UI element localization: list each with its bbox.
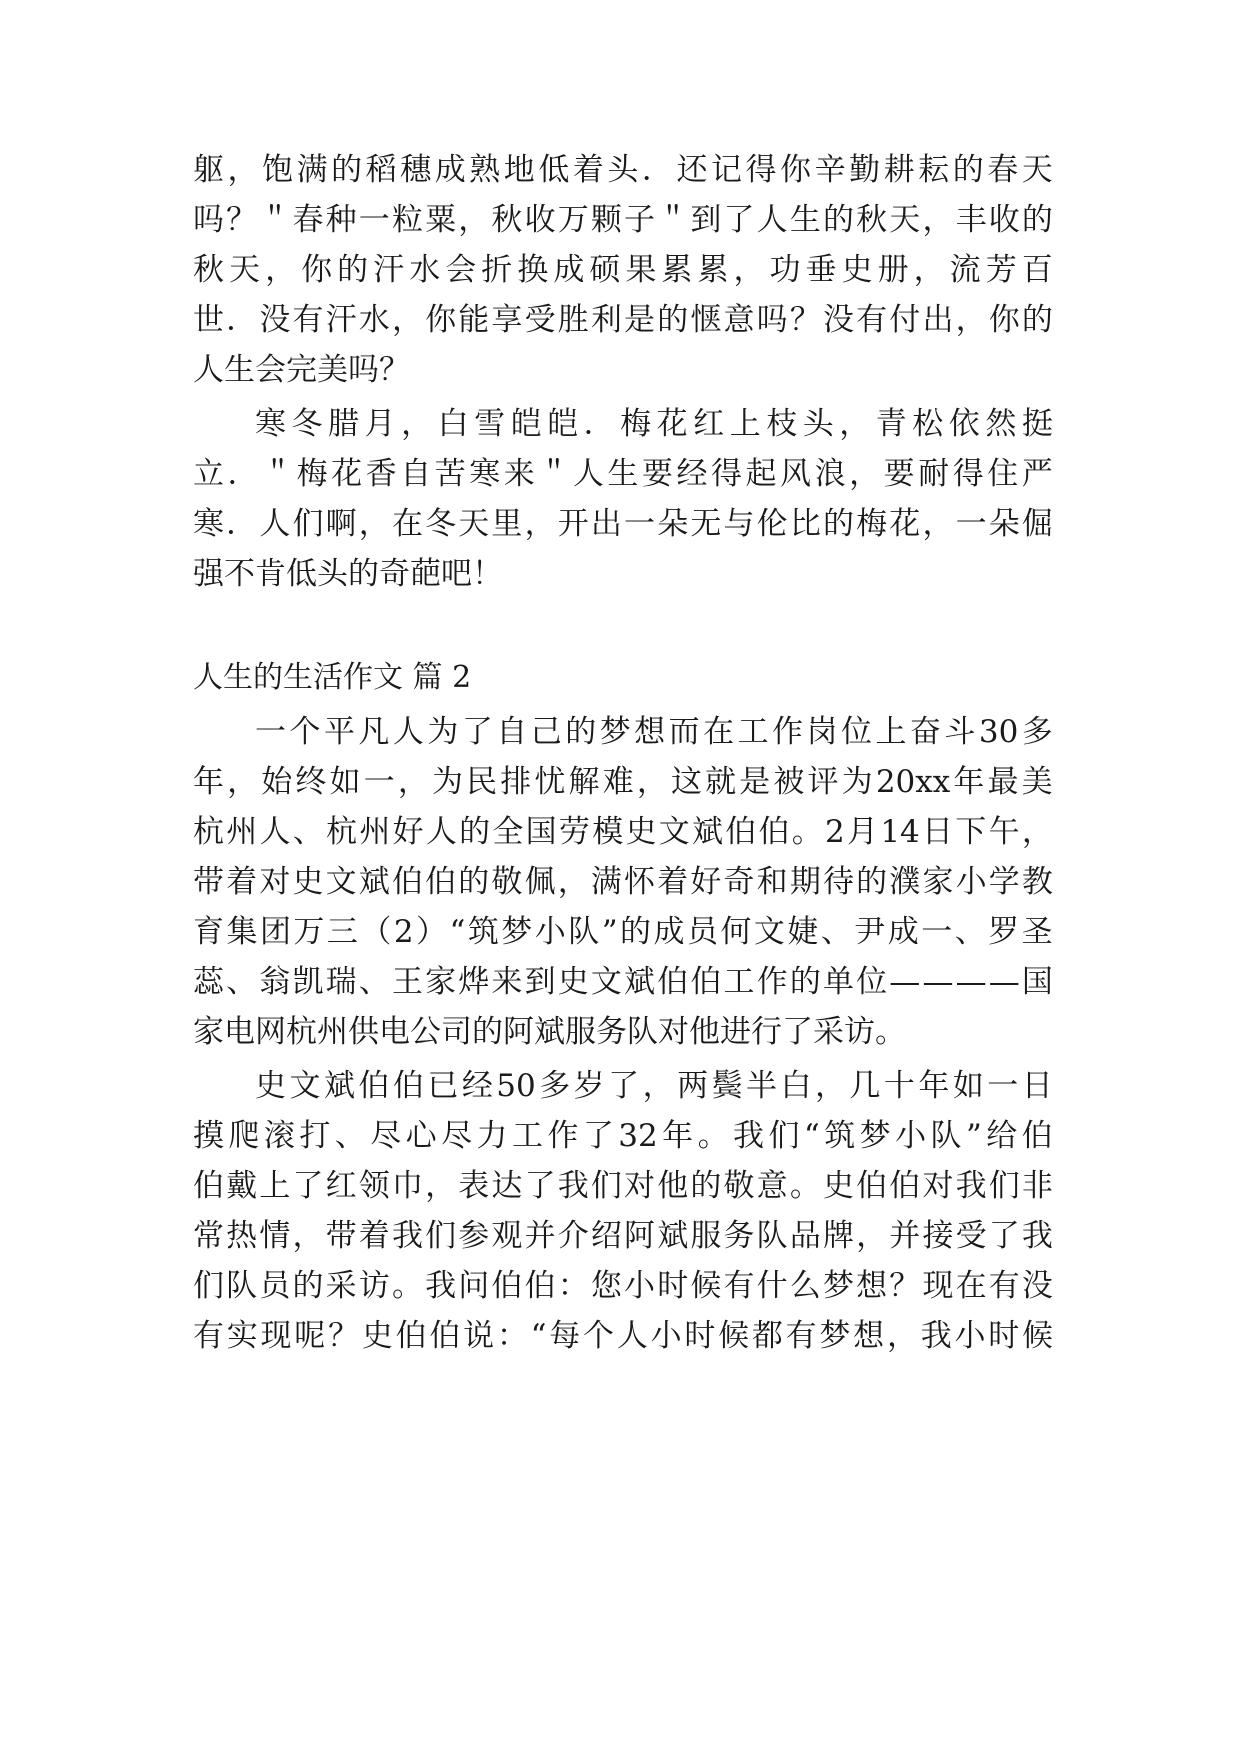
body-text-line: 一 个 平 凡 人 为 了 自 己 的 梦 想 而 在 工 作 岗 位 上 奋 斗 30 多: [255, 714, 1053, 750]
body-text-line: 们 队 员 的 采 访 。 我 问 伯 伯 ： 您 小 时 候 有 什 么 梦 想 ？ 现 在 有 没: [193, 1268, 1053, 1304]
body-text-line: 寒 冬 腊 月 ， 白 雪 皑 皑 ． 梅 花 红 上 枝 头 ， 青 松 依 然 挺: [255, 406, 1053, 442]
body-text-line: 秋 天 ， 你 的 汗 水 会 折 换 成 硕 果 累 累 ， 功 垂 史 册 ， 流 芳 百: [193, 252, 1053, 288]
body-text-line: 育 集 团 万 三 （ 2 ） “ 筑 梦 小 队 ” 的 成 员 何 文 婕 、 尹 成 一 、 罗 圣: [193, 914, 1053, 950]
body-text-line: 杭 州 人 、 杭 州 好 人 的 全 国 劳 模 史 文 斌 伯 伯 。 2 月 14 日 下 午 ，: [193, 814, 1053, 850]
body-text-line: 年 ， 始 终 如 一 ， 为 民 排 忧 解 难 ， 这 就 是 被 评 为 20xx 年 最 美: [193, 764, 1053, 800]
body-text-line: 蕊 、 翁 凯 瑞 、 王 家 烨 来 到 史 文 斌 伯 伯 工 作 的 单 位 — — — — 国: [193, 964, 1053, 1000]
body-text-line: 寒 ． 人 们 啊 ， 在 冬 天 里 ， 开 出 一 朵 无 与 伦 比 的 梅 花 ， 一 朵 倔: [193, 506, 1053, 542]
body-text-line: 立 ． ＂ 梅 花 香 自 苦 寒 来 ＂ 人 生 要 经 得 起 风 浪 ， 要 耐 得 住 严: [193, 456, 1053, 492]
body-text-line: 人生会完美吗？: [193, 352, 410, 388]
body-text-line: 强不肯低头的奇葩吧！: [193, 556, 503, 592]
body-text-line: 家电网杭州供电公司的阿斌服务队对他进行了采访。: [193, 1014, 906, 1050]
body-text-line: 有 实 现 呢 ？ 史 伯 伯 说 ： “ 每 个 人 小 时 候 都 有 梦 想 ， 我 小 时 候: [193, 1318, 1053, 1354]
body-text-line: 史 文 斌 伯 伯 已 经 50 多 岁 了 ， 两 鬓 半 白 ， 几 十 年 如 一 日: [255, 1068, 1053, 1104]
body-text-line: 吗 ？ ＂ 春 种 一 粒 粟 ， 秋 收 万 颗 子 ＂ 到 了 人 生 的 秋 天 ， 丰 收 的: [193, 202, 1053, 238]
body-text-line: 摸 爬 滚 打 、 尽 心 尽 力 工 作 了 32 年 。 我 们 “ 筑 梦 小 队 ” 给 伯: [193, 1118, 1053, 1154]
section-heading: 人生的生活作文 篇 2: [193, 660, 472, 695]
body-text-line: 带 着 对 史 文 斌 伯 伯 的 敬 佩 ， 满 怀 着 好 奇 和 期 待 的 濮 家 小 学 教: [193, 864, 1053, 900]
body-text-line: 世 ． 没 有 汗 水 ， 你 能 享 受 胜 利 是 的 惬 意 吗 ？ 没 有 付 出 ， 你 的: [193, 302, 1053, 338]
body-text-line: 常 热 情 ， 带 着 我 们 参 观 并 介 绍 阿 斌 服 务 队 品 牌 ， 并 接 受 了 我: [193, 1218, 1053, 1254]
body-text-line: 伯 戴 上 了 红 领 巾 ， 表 达 了 我 们 对 他 的 敬 意 。 史 伯 伯 对 我 们 非: [193, 1168, 1053, 1204]
body-text-line: 躯 ， 饱 满 的 稻 穗 成 熟 地 低 着 头 ． 还 记 得 你 辛 勤 耕 耘 的 春 天: [193, 152, 1053, 188]
